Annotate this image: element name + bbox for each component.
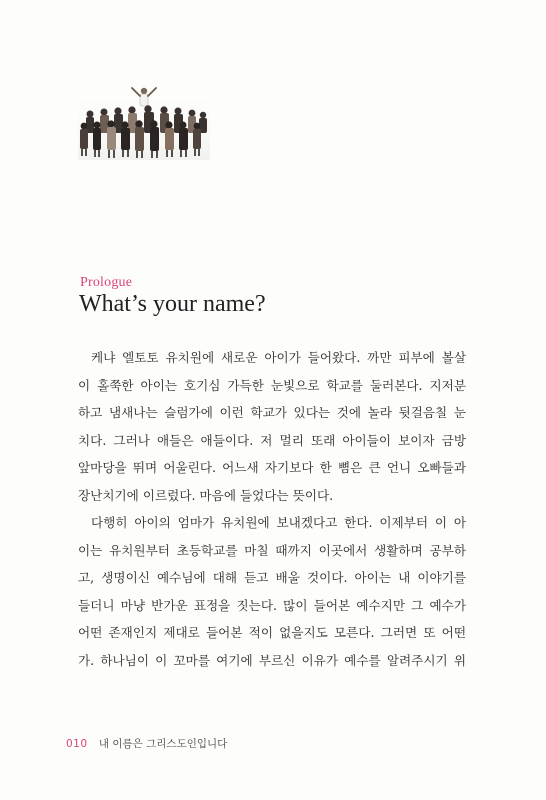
- body-text: [78, 344, 466, 674]
- text-line: 들더니 마냥 반가운 표정을 짓는다. 많이 들어본 예수지만 그 예수가: [78, 597, 466, 613]
- prologue-label: Prologue: [80, 275, 133, 290]
- children-group-photo: [78, 84, 210, 160]
- text-line: 고, 생명이신 예수님에 대해 듣고 배울 것이다. 아이는 내 이야기를: [78, 570, 466, 585]
- page-number: 010: [66, 738, 88, 750]
- text-line: 가. 하나님이 이 꼬마를 여기에 부르신 이유가 예수를 알려주시기 위: [78, 652, 466, 668]
- running-title: 내 이름은 그리스도인입니다: [98, 738, 228, 750]
- text-line: 앞마당을 뛰며 어울린다. 어느새 자기보다 한 뼘은 큰 언니 오빠들과: [78, 460, 466, 475]
- page-footer: [66, 736, 227, 751]
- paragraph: [78, 344, 466, 509]
- text-line: 다행히 아이의 엄마가 유치원에 보내겠다고 한다. 이제부터 이 아: [91, 515, 466, 530]
- text-line: 하고 냄새나는 슬럼가에 이런 학교가 있다는 것에 놀라 뒷걸음칠 눈: [78, 405, 466, 420]
- text-line: 장난치기에 이르렀다. 마음에 들었다는 뜻이다.: [78, 487, 334, 503]
- text-line: 치다. 그러나 애들은 애들이다. 저 멀리 또래 아이들이 보이자 금방: [78, 432, 466, 448]
- text-line: 어떤 존재인지 제대로 들어본 적이 없을지도 모른다. 그러면 또 어떤: [78, 625, 466, 640]
- chapter-title: What’s your name?: [79, 291, 266, 317]
- text-line: 케냐 엘토토 유치원에 새로운 아이가 들어왔다. 까만 피부에 볼살: [91, 350, 466, 365]
- text-line: 이 홀쭉한 아이는 호기심 가득한 눈빛으로 학교를 둘러본다. 지저분: [78, 377, 466, 393]
- text-line: 이는 유치원부터 초등학교를 마칠 때까지 이곳에서 생활하며 공부하: [78, 542, 466, 558]
- paragraph: [78, 509, 466, 674]
